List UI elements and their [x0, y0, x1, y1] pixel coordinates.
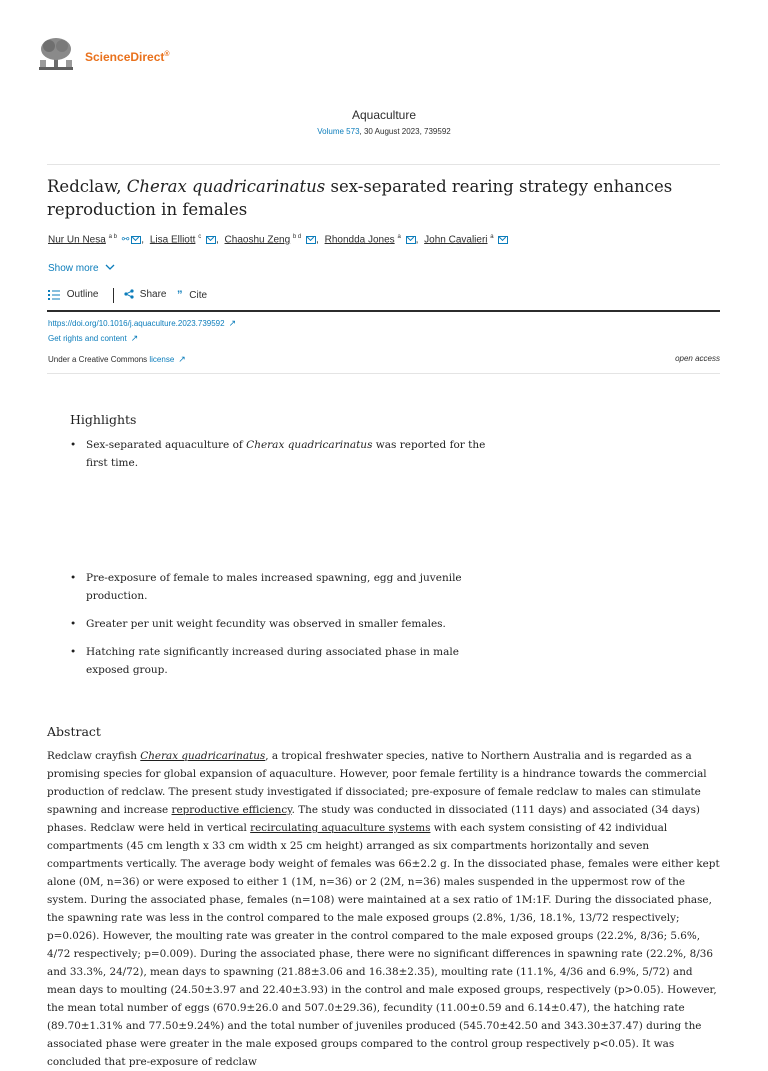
divider [47, 373, 720, 374]
species-link[interactable]: Cherax quadricarinatus [140, 750, 266, 762]
journal-name[interactable]: Aquaculture [351, 108, 417, 122]
highlight-item [70, 436, 485, 476]
show-more-button[interactable] [48, 263, 115, 274]
author-affil: c [198, 234, 202, 240]
author-affil: a b [108, 234, 117, 240]
article-toolbar [48, 289, 248, 305]
author-affil: b d [292, 234, 302, 240]
author-name: Lisa Elliott [149, 234, 196, 246]
list-icon [48, 289, 60, 300]
volume-date: , 30 August 2023, 739592 [359, 127, 451, 136]
email-icon[interactable] [498, 236, 508, 244]
author-link[interactable]: Lisa Elliott $^c$ , [149, 234, 219, 246]
elsevier-logo[interactable] [37, 36, 75, 72]
email-icon[interactable] [306, 236, 316, 244]
author-name: Rhondda Jones [324, 234, 395, 246]
volume-link[interactable]: Volume 573 [317, 127, 360, 136]
divider [47, 164, 720, 165]
author-name: Nur Un Nesa [48, 234, 106, 246]
abstract-text: Redclaw crayfish [47, 750, 141, 762]
share-icon [124, 289, 134, 299]
bullet: • [70, 646, 77, 658]
tree-icon [37, 36, 75, 72]
sciencedirect-logo[interactable] [85, 50, 170, 64]
bullet: • [70, 439, 77, 451]
author-link[interactable]: Rhondda Jones $^a$ , [324, 234, 419, 246]
email-icon[interactable] [406, 236, 416, 244]
show-more-label: Show more [48, 263, 99, 274]
cite-button[interactable] [177, 289, 207, 301]
highlight-item [70, 569, 485, 609]
cite-label: Cite [189, 290, 208, 301]
title-species: Cherax quadricarinatus [126, 177, 326, 196]
author-link[interactable]: Chaoshu Zeng $^{b d}$ , [224, 234, 319, 246]
author-name: John Cavalieri [424, 234, 488, 246]
article-title [47, 175, 727, 221]
rights-text: Get rights and content [48, 334, 127, 343]
outline-label: Outline [66, 289, 99, 301]
author-link[interactable]: Nur Un Nesa $^{a b}$ ⚯ , [48, 234, 145, 246]
title-post: sex-separated rearing strategy enhances reproduction in females [47, 177, 673, 219]
hl1-post: was reported for the first time. [86, 439, 486, 469]
journal-volume [0, 127, 768, 136]
brand-mark: ® [164, 51, 170, 58]
doi-link[interactable] [48, 318, 236, 329]
highlight-text: Greater per unit weight fecundity was observed in smaller females. [86, 618, 446, 630]
brand-name: ScienceDirect [85, 50, 165, 64]
abstract-body [47, 747, 722, 1071]
author-name: Chaoshu Zeng [224, 234, 291, 246]
open-access-badge: open access [675, 354, 720, 363]
hl1-species: Cherax quadricarinatus [246, 439, 373, 451]
term-link[interactable]: recirculating aquaculture systems [250, 822, 431, 834]
chevron-down-icon [105, 264, 115, 271]
highlight-text: Hatching rate significantly increased during associated phase in male exposed group. [86, 646, 459, 676]
quote-icon: ” [177, 289, 183, 301]
abstract-text: with each system consisting of 42 individual compartments (45 cm length x 33 cm width x 25 cm height) arranged as six compartments horizontally and seven compartments vertically. The average body weight of females was 66±2.2 g. In the dissociated phase, females were either kept alone (0M, n=36) or were exposed to either 1 (1M, n=36) or 2 (2M, n=36) males suspended in the uppermost row of the system. During the associated phase, females (n=108) were maintained at a sex ratio of 1M:1F. During the dissociated phase, the spawning rate was less in the control compared to the male exposed groups (2.8%, 1/36, 18.1%, 13/72 respectively; p=0.026). However, the moulting rate was greater in the control compared to the male exposed groups (22.2%, 8/36; 5.6%, 4/72 respectively; p=0.009). During the associated phase, there were no significant differences in spawning rate (22.2%, 8/36 and 33.3%, 24/72), mean days to spawning (21.88±3.06 and 16.38±2.35), moulting rate (11.1%, 4/36 and 6.9%, 5/72) and mean days to moulting (24.50±3.97 and 22.40±3.93) in the control and male exposed groups, respectively (p>0.05). However, the mean total number of eggs (670.9±26.0 and 507.0±29.36), fecundity (11.00±0.59 and 6.14±0.47), the hatching rate (89.70±1.31% and 77.50±9.24%) and the total number of juveniles produced (545.70±42.50 and 343.30±37.47) during the associated phase were greater in the male exposed groups compared to the control group respectively p<0.05). It was concluded that pre-exposure of redclaw [47, 822, 720, 1068]
highlight-item [70, 643, 485, 683]
external-link-icon: ↗ [228, 318, 237, 328]
toolbar-separator [113, 288, 114, 303]
person-icon[interactable]: ⚯ [121, 234, 130, 245]
author-list [48, 234, 728, 245]
toolbar-divider [47, 310, 720, 312]
outline-button[interactable] [48, 289, 98, 300]
highlight-item [70, 615, 485, 635]
author-affil: a [397, 234, 401, 240]
doi-text: https://doi.org/10.1016/j.aquaculture.2023.739592 [48, 319, 225, 328]
hl1-pre: Sex-separated aquaculture of [86, 439, 247, 451]
share-button[interactable] [124, 289, 166, 300]
bullet: • [70, 618, 77, 630]
title-pre: Redclaw, [47, 177, 127, 196]
author-affil: a [490, 234, 494, 240]
external-link-icon: ↗ [130, 333, 139, 343]
author-link[interactable] [424, 234, 508, 245]
email-icon[interactable] [131, 236, 141, 244]
term-link[interactable]: reproductive efficiency [171, 804, 292, 816]
email-icon[interactable] [206, 236, 216, 244]
abstract-heading: Abstract [47, 724, 101, 739]
highlight-text: Pre-exposure of female to males increased spawning, egg and juvenile production. [86, 572, 462, 602]
abstract-text: , a tropical freshwater species, native to Northern Australia and is regarded as a promising species for global expansion of aquaculture. However, poor female fertility is a hindrance towards the commercial production of redclaw. The present study investigated if dissociated; pre-exposure of female redclaw to males can stimulate spawning and increase [47, 750, 707, 816]
share-label: Share [139, 289, 167, 300]
abstract-text: . The study was conducted in dissociated (111 days) and associated (34 days) phases. Redclaw were held in vertical [47, 804, 700, 834]
highlight-text [86, 436, 486, 472]
license-link[interactable]: license [149, 355, 175, 364]
license-pre: Under a Creative Commons [48, 355, 150, 364]
rights-link[interactable] [48, 333, 138, 344]
highlights-heading: Highlights [70, 412, 137, 427]
external-link-icon: ↗ [178, 354, 186, 364]
license-line [48, 354, 186, 365]
bullet: • [70, 572, 77, 584]
